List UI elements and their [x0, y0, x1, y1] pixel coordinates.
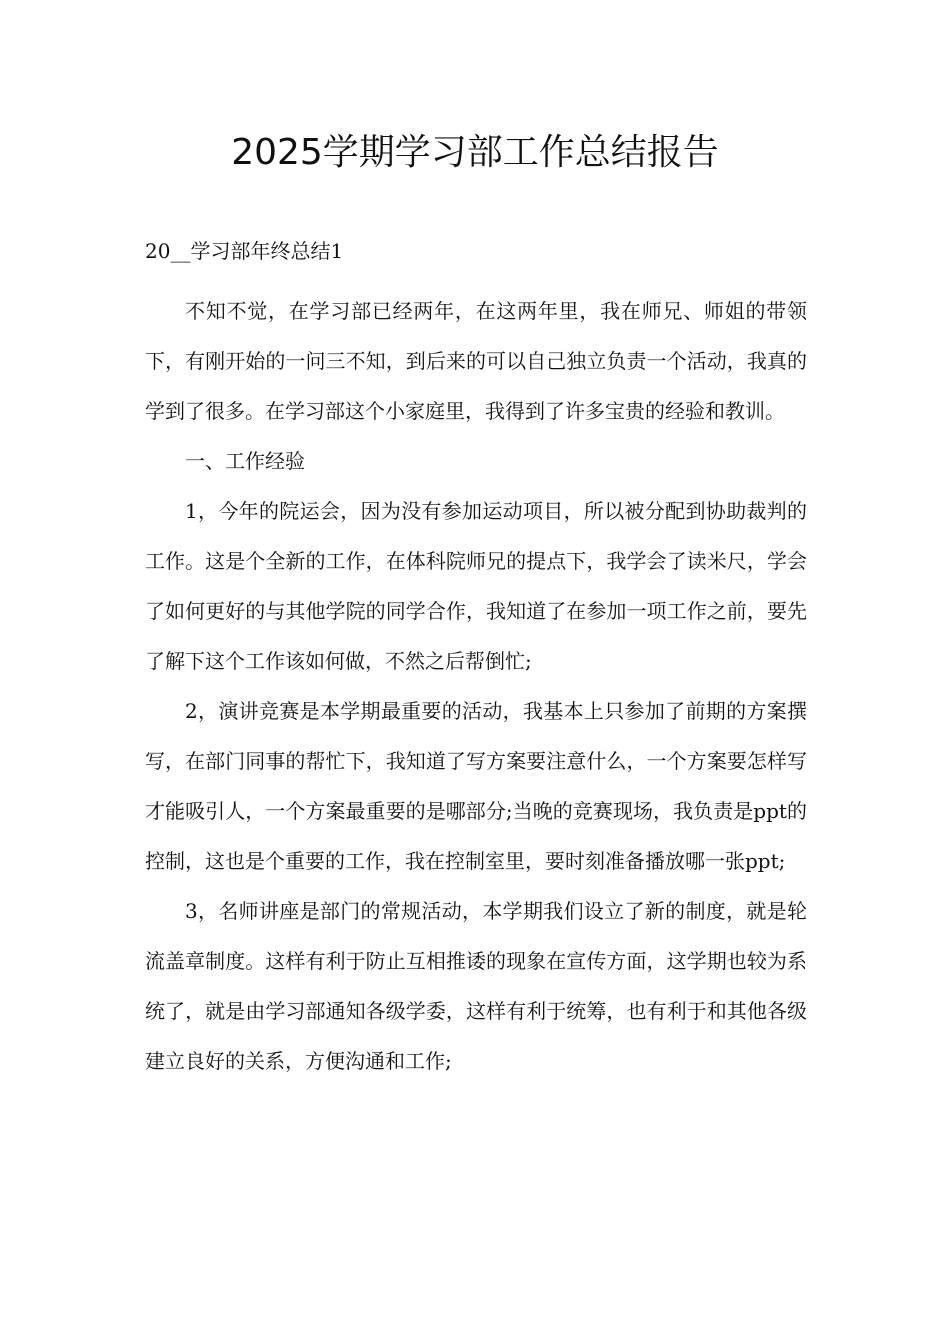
section-subtitle: 20__学习部年终总结1: [145, 239, 344, 263]
paragraph-item-1: 1，今年的院运会，因为没有参加运动项目，所以被分配到协助裁判的工作。这是个全新的工作，在体科院师兄的提点下，我学会了读米尺，学会了如何更好的与其他学院的同学合作，我知道了在参加一项工作之前，要先了解下这个工作该如何做，不然之后帮倒忙;: [145, 499, 807, 673]
section-heading-work-experience: 一、工作经验: [185, 449, 305, 473]
paragraph-item-2: 2，演讲竞赛是本学期最重要的活动，我基本上只参加了前期的方案撰写，在部门同事的帮忙下，我知道了写方案要注意什么，一个方案要怎样写才能吸引人，一个方案最重要的是哪部分;当晚的竞赛现场，我负责是ppt的控制，这也是个重要的工作，我在控制室里，要时刻准备播放哪一张ppt;: [145, 699, 807, 873]
document-title: 2025学期学习部工作总结报告: [231, 132, 719, 173]
paragraph-item-3: 3，名师讲座是部门的常规活动，本学期我们设立了新的制度，就是轮流盖章制度。这样有利于防止互相推诿的现象在宣传方面，这学期也较为系统了，就是由学习部通知各级学委，这样有利于统筹，也有利于和其他各级建立良好的关系，方便沟通和工作;: [145, 899, 807, 1073]
document-body: [145, 236, 807, 1086]
paragraph-intro: 不知不觉，在学习部已经两年，在这两年里，我在师兄、师姐的带领下，有刚开始的一问三不知，到后来的可以自己独立负责一个活动，我真的学到了很多。在学习部这个小家庭里，我得到了许多宝贵的经验和教训。: [145, 299, 807, 423]
